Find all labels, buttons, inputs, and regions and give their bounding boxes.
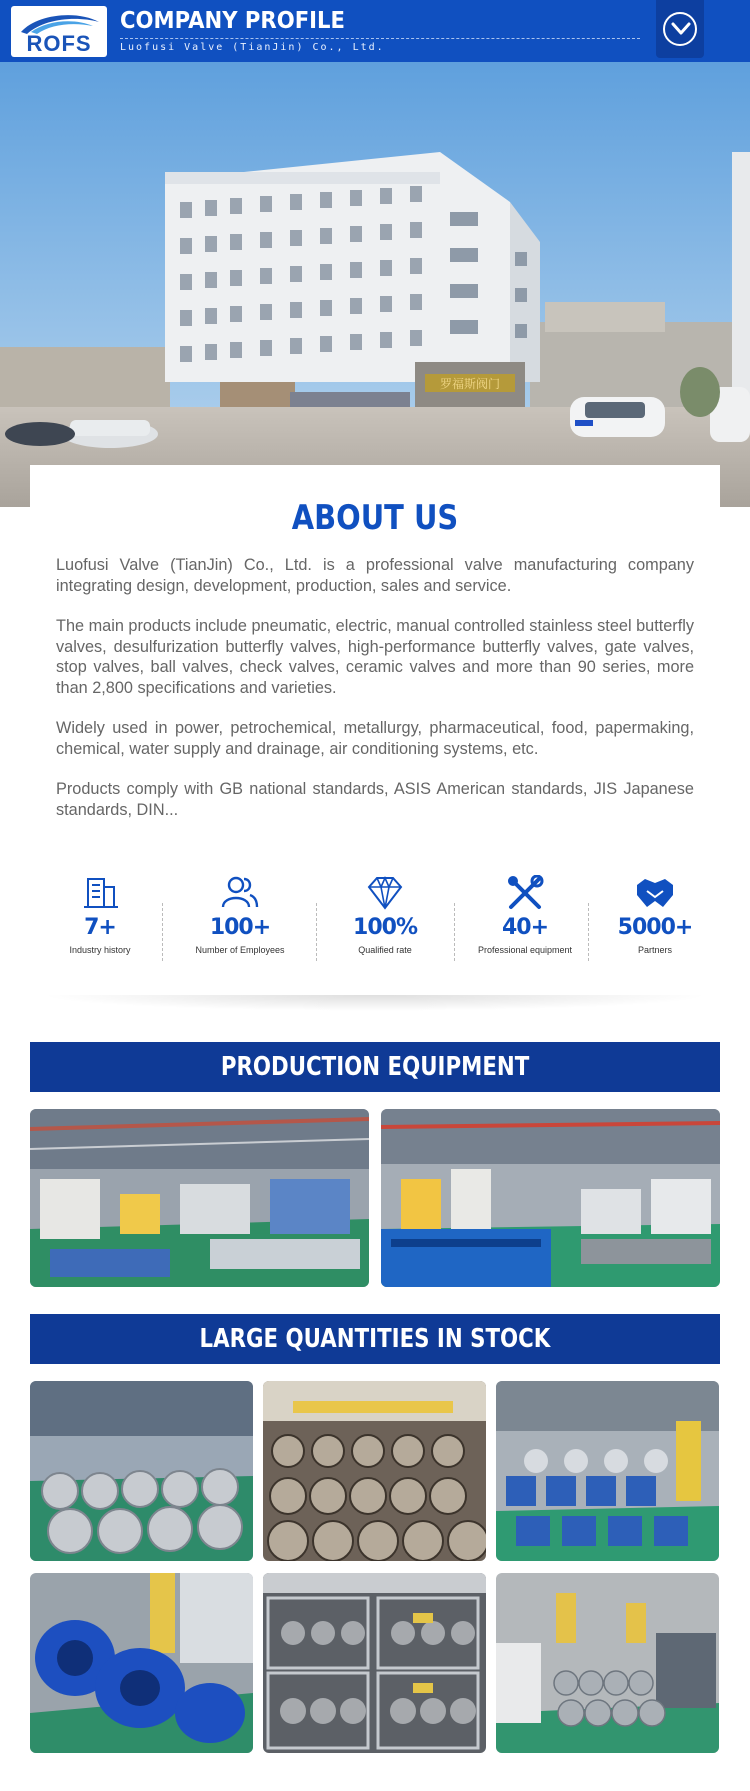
stat-label: Partners: [637, 945, 672, 955]
stock-photo-2: [263, 1381, 486, 1561]
stat-employees: [170, 875, 310, 965]
stock-photo-5: [263, 1573, 486, 1753]
section-title: LARGE QUANTITIES IN STOCK: [199, 1324, 551, 1354]
company-name: Luofusi Valve (TianJin) Co., Ltd.: [120, 42, 385, 53]
about-paragraph-standards: Products comply with GB national standards, ASIS American standards, JIS Japanese standards, DIN...: [56, 780, 694, 819]
stat-label: Number of Employees: [195, 945, 285, 955]
stat-divider: [316, 903, 317, 961]
stat-divider: [588, 903, 589, 961]
hero-sign-text: 罗福斯阀门: [439, 377, 501, 391]
stat-partners: [600, 875, 710, 965]
handshake-icon: [635, 875, 675, 911]
building-icon: [80, 875, 120, 911]
about-paragraph-applications: Widely used in power, petrochemical, metallurgy, pharmaceutical, food, papermaking, chemical, water supply and drainage, air conditioning systems, etc.: [56, 719, 694, 758]
stat-value: 100%: [353, 915, 417, 940]
stock-photo-1: [30, 1381, 253, 1561]
hero-factory-photo: [0, 62, 750, 507]
stat-value: 7+: [84, 915, 116, 940]
page-title: COMPANY PROFILE: [120, 8, 345, 34]
stat-industry-history: [50, 875, 150, 965]
stat-divider: [454, 903, 455, 961]
logo-text: ROFS: [26, 31, 92, 56]
card-shadow: [40, 995, 710, 1011]
about-us-card: [30, 465, 720, 1010]
production-photo-1: [30, 1109, 369, 1287]
production-photo-2: [381, 1109, 720, 1287]
stat-qualified-rate: [320, 875, 450, 965]
stat-label: Qualified rate: [358, 945, 412, 955]
section-title: PRODUCTION EQUIPMENT: [220, 1052, 530, 1082]
stock-photo-3: [496, 1381, 719, 1561]
stat-value: 100+: [209, 915, 271, 940]
about-paragraph-intro: Luofusi Valve (TianJin) Co., Ltd. is a professional valve manufacturing company integrating design, development, production, sales and service.: [56, 556, 694, 595]
company-logo[interactable]: [11, 6, 107, 57]
chevron-down-button[interactable]: [663, 12, 697, 46]
header-divider: [120, 38, 640, 39]
stock-photo-6: [496, 1573, 719, 1753]
tools-icon: [505, 875, 545, 911]
about-us-title: ABOUT US: [291, 498, 459, 538]
stat-divider: [162, 903, 163, 961]
people-icon: [220, 875, 260, 911]
diamond-icon: [365, 875, 405, 911]
stat-equipment: [460, 875, 590, 965]
stock-photo-4: [30, 1573, 253, 1753]
stats-row: [30, 875, 720, 965]
stat-value: 40+: [501, 915, 549, 940]
stat-value: 5000+: [617, 915, 693, 940]
top-header: [0, 0, 750, 62]
about-paragraph-products: The main products include pneumatic, electric, manual controlled stainless steel butterfly valves, desulfurization butterfly valves, high-performance butterfly valves, gate valves, stop valves, ball valves, check valves, ceramic valves and more than 90 series, more than 2,800 specifications and varieties.: [56, 617, 694, 697]
section-header-production: [30, 1042, 720, 1092]
chevron-down-icon: [671, 22, 691, 36]
stat-label: Industry history: [69, 945, 131, 955]
stat-label: Professional equipment: [477, 945, 573, 955]
section-header-stock: [30, 1314, 720, 1364]
